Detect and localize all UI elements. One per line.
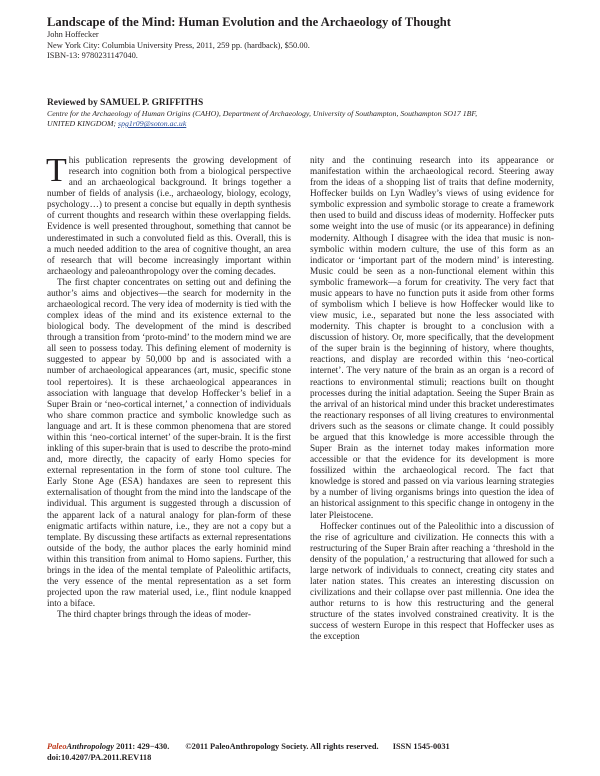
review-header <box>47 97 567 129</box>
paragraph-1 <box>46 152 291 278</box>
doi: doi:10.4207/PA.2011.REV118 <box>47 753 152 762</box>
drop-cap: T <box>46 152 67 189</box>
book-header <box>47 15 567 62</box>
journal-name-anthropology: Anthropology <box>66 742 115 751</box>
reviewer-affiliation <box>47 109 567 129</box>
journal-name <box>47 742 114 751</box>
reviewer-name: Reviewed by SAMUEL P. GRIFFITHS <box>47 98 204 108</box>
book-publisher: New York City: Columbia University Press, 2011, 259 pp. (hardback), $50.00. <box>47 40 310 50</box>
journal-pages: 2011: 429−430. <box>114 742 170 751</box>
page-footer <box>47 741 567 763</box>
journal-name-paleo: Paleo <box>47 742 67 751</box>
paragraph-2: The first chapter concentrates on setting out and defining the author’s aims and objectives—the search for modernity in the archaeological record. The very idea of modernity is tied with the complex ideas of the mind and its existence external to the biological body. The development of the mind is described through a transition from ‘proto-mind’ to the modern mind we are all seen to possess today. This defining element of modernity is suggested to appear by 50,000 bp and is associated with a number of archaeological appearances (art, music, specific stone tool repertoires). It is these archaeological appearances in association with language that develop Hoffecker’s belief in a Super Brain or ‘neo-cortical internet,’ a connection of individuals who share common practice and symbolic knowledge such as language and art. It is these common phenomena that are stored within this ‘neo-cortical internet’ of the super-brain. It is the first inkling of this super-brain that is used to describe the proto-mind and, more directly, the capacity of early Homo species for external representation in the form of stone tool culture. The Early Stone Age (ESA) handaxes are seen to represent this externalisation of thought from the mind into the landscape of the individual. This argument is suggested through a discussion of the apparent lack of a natural analogy for plan-form of these enigmatic artifacts within nature, i.e., they are not a copy but a template. By discussing these artifacts as external representations outside of the body, the author places the early hominid mind within this transition from animal to Homo sapiens. Further, this brings in the idea of the mental template of Paleolithic artifacts, the very essence of the mental representation as a set form projected upon the raw material used, i.e., flint nodule knapped into a biface. <box>47 277 291 610</box>
paragraph-4: Hoffecker continues out of the Paleolithic into a discussion of the rise of agriculture and civilization. He connects this with a restructuring of the Super Brain after reaching a ‘threshold in the density of the population,’ a restructuring that allowed for such a large network of individuals to connect, creating city states and later nation states. This creates an interesting discussion on civilizations and their collapse over past millennia. One idea the author returns to is how this restructuring and the general structure of the states involved constrained creativity. It is the success of western Europe in this respect that Hoffecker uses as the exception <box>310 521 554 643</box>
issn: ISSN 1545-0031 <box>392 742 450 751</box>
copyright-notice: ©2011 PaleoAnthropology Society. All rights reserved. <box>185 742 379 751</box>
affiliation-country: UNITED KINGDOM; <box>47 119 117 128</box>
left-column <box>46 152 291 621</box>
book-isbn: ISBN-13: 9780231147040. <box>47 51 138 61</box>
right-column <box>310 156 554 643</box>
book-title: Landscape of the Mind: Human Evolution and the Archaeology of Thought <box>47 15 452 29</box>
affiliation-text: Centre for the Archaeology of Human Origins (CAHO), Department of Archaeology, University of Southampton, Southampton SO17 1BF, <box>47 109 478 118</box>
paragraph-3-continued: nity and the continuing research into its appearance or manifestation within the archaeological record. Steering away from the ideas of a shopping list of traits that define modernity, Hoffecker builds on Lyn Wadley’s views of using evidence for symbolic expression and symbolic storage to create a framework then used to build and discuss ideas of modernity. Hoffecker puts some weight into the use of music (or its appearance) in defining modernity. Although I disagree with the idea that music is non-symbolic within modern culture, the use of this form as an indicator or ‘important part of the modern mind’ is interesting. Music could be seen as a non-functional element within this symbolic framework—a forum for creativity. The very fact that music appears to have no function puts it aside from other forms of symbolism which I believe is how Hoffecker would like to view music, i.e., separated but none the less associated with modernity. This chapter is brought to a conclusion with a discussion of history. Or, more specifically, that the development of the super brain is the beginning of history, where thoughts, reactions, and display are recorded within this ‘neo-cortical internet’. The very nature of the brain as an organ is a record of reactions to environmental stimuli; reactions built on thought processes during the initial adaptation. Seeing the Super Brain as the arrival of an historical mind under this bracket underestimates the reactionary responses of all living creatures to environmental drivers such as the seasons or climate change. It could possibly be argued that this knowledge is more accessible through the Super Brain as the internet today makes information more accessible or that the evidence for its development is more fossilized within the archaeological record. The fact that knowledge is stored and passed on via various learning strategies by a number of living organisms brings into question the idea of an historical assignment to this specific change in ontogeny in the later Pleistocene. <box>310 156 554 521</box>
paragraph-1-text: his publication represents the growing development of research into cognition both from a biological perspective and an archaeological background. It brings together a number of fields of analysis (i.e., archaeology, biology, ecology, psychology…) to present a concise but equally in depth synthesis of current thoughts and research within these overlapping fields. Evidence is well presented throughout, something that cannot be underestimated in such a convoluted field as this. Overall, this is a much needed addition to the area of cognitive thought, an area of research that will become increasingly important within archaeology and paleoanthropology over the coming decades. <box>47 156 291 277</box>
reviewer-email-link[interactable]: spg1r09@soton.ac.uk <box>118 119 187 128</box>
paragraph-3: The third chapter brings through the ideas of moder- <box>57 610 252 621</box>
book-author: John Hoffecker <box>47 30 99 39</box>
